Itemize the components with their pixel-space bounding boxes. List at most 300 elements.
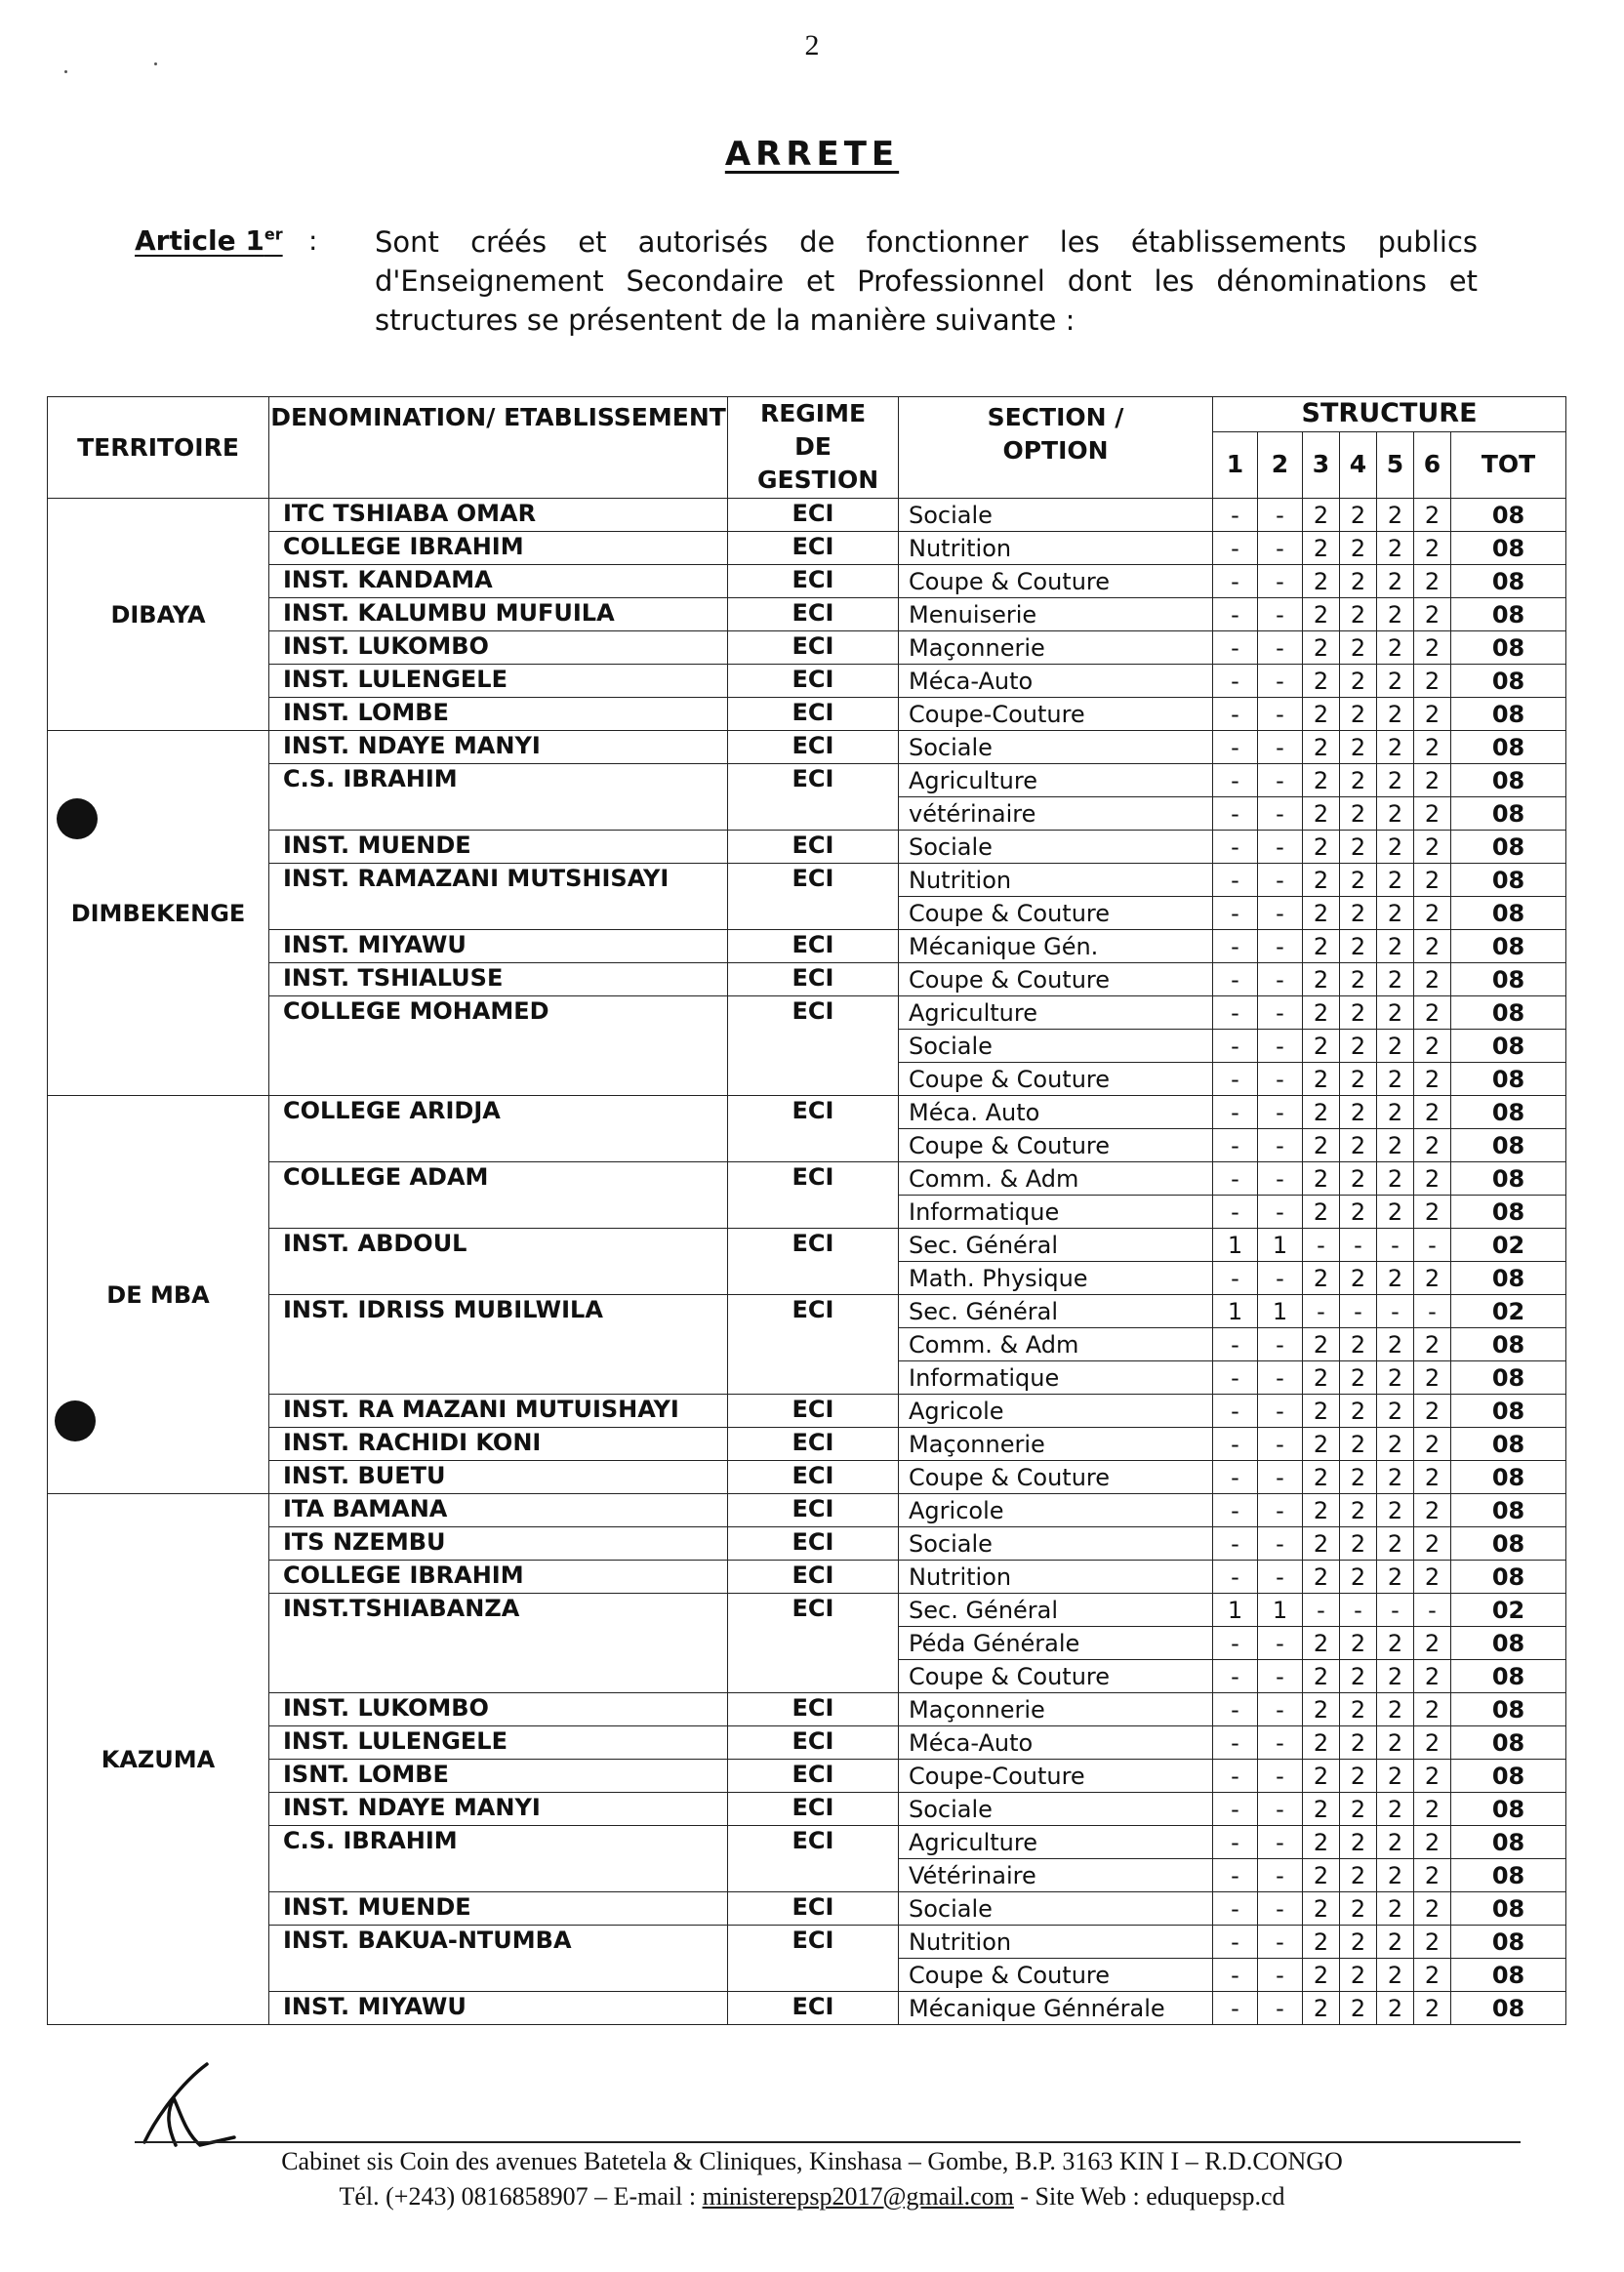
level-6-cell: 2 xyxy=(1414,1760,1451,1793)
document-title xyxy=(0,135,1624,174)
level-4-cell: 2 xyxy=(1340,1262,1377,1295)
level-1-cell: - xyxy=(1213,1627,1258,1660)
level-6-cell: 2 xyxy=(1414,598,1451,631)
footer-contact xyxy=(0,2182,1624,2211)
level-3-cell: 2 xyxy=(1303,1129,1340,1162)
table-row xyxy=(48,864,1566,897)
level-1-cell: - xyxy=(1213,731,1258,764)
section-cell: Coupe-Couture xyxy=(899,1760,1213,1793)
regime-cell: ECI xyxy=(728,499,899,532)
level-4-cell: 2 xyxy=(1340,1693,1377,1726)
establishment-cell: INST. NDAYE MANYI xyxy=(269,731,728,764)
level-6-cell: 2 xyxy=(1414,1428,1451,1461)
regime-cell: ECI xyxy=(728,1428,899,1461)
territory-cell: DIBAYA xyxy=(48,499,269,731)
table-row xyxy=(48,1229,1566,1262)
level-1-cell: - xyxy=(1213,1262,1258,1295)
section-cell: Mécanique Génnérale xyxy=(899,1992,1213,2025)
level-4-cell: 2 xyxy=(1340,698,1377,731)
level-4-cell: 2 xyxy=(1340,665,1377,698)
level-4-cell: 2 xyxy=(1340,532,1377,565)
level-3-cell: 2 xyxy=(1303,565,1340,598)
level-5-cell: 2 xyxy=(1377,797,1414,831)
level-5-cell: 2 xyxy=(1377,1361,1414,1395)
footer-website: - Site Web : eduquepsp.cd xyxy=(1013,2182,1285,2211)
level-1-cell: - xyxy=(1213,1561,1258,1594)
level-5-cell: 2 xyxy=(1377,1561,1414,1594)
level-3-cell: 2 xyxy=(1303,1760,1340,1793)
regime-cell: ECI xyxy=(728,996,899,1096)
total-cell: 02 xyxy=(1451,1295,1566,1328)
level-5-cell: 2 xyxy=(1377,1527,1414,1561)
level-3-cell: 2 xyxy=(1303,897,1340,930)
level-3-cell: 2 xyxy=(1303,1262,1340,1295)
section-cell: Comm. & Adm xyxy=(899,1162,1213,1196)
level-1-cell: - xyxy=(1213,499,1258,532)
level-2-cell: - xyxy=(1258,1561,1303,1594)
total-cell: 08 xyxy=(1451,499,1566,532)
section-cell: Sociale xyxy=(899,1892,1213,1926)
section-cell: Sociale xyxy=(899,499,1213,532)
section-cell: Méca. Auto xyxy=(899,1096,1213,1129)
establishment-cell: INST. LUKOMBO xyxy=(269,631,728,665)
regime-cell: ECI xyxy=(728,963,899,996)
level-5-cell: 2 xyxy=(1377,963,1414,996)
level-6-cell: 2 xyxy=(1414,1361,1451,1395)
level-3-cell: 2 xyxy=(1303,1395,1340,1428)
header-tot: TOT xyxy=(1451,431,1566,498)
establishment-cell: ITS NZEMBU xyxy=(269,1527,728,1561)
total-cell: 08 xyxy=(1451,897,1566,930)
level-5-cell: 2 xyxy=(1377,1859,1414,1892)
level-6-cell: 2 xyxy=(1414,565,1451,598)
establishment-cell: ITA BAMANA xyxy=(269,1494,728,1527)
table-row xyxy=(48,1826,1566,1859)
total-cell: 08 xyxy=(1451,1859,1566,1892)
level-2-cell: - xyxy=(1258,532,1303,565)
section-cell: Coupe & Couture xyxy=(899,1660,1213,1693)
level-4-cell: 2 xyxy=(1340,1959,1377,1992)
level-6-cell: 2 xyxy=(1414,1262,1451,1295)
regime-cell: ECI xyxy=(728,1494,899,1527)
header-level-6: 6 xyxy=(1414,431,1451,498)
section-cell: Math. Physique xyxy=(899,1262,1213,1295)
level-5-cell: 2 xyxy=(1377,1627,1414,1660)
table-row xyxy=(48,731,1566,764)
regime-cell: ECI xyxy=(728,1561,899,1594)
section-cell: Coupe & Couture xyxy=(899,565,1213,598)
level-2-cell: - xyxy=(1258,897,1303,930)
section-cell: Sec. Général xyxy=(899,1594,1213,1627)
header-level-3: 3 xyxy=(1303,431,1340,498)
territory-cell: DE MBA xyxy=(48,1096,269,1494)
establishment-cell: INST. MIYAWU xyxy=(269,930,728,963)
level-5-cell: 2 xyxy=(1377,1892,1414,1926)
section-cell: Agriculture xyxy=(899,1826,1213,1859)
regime-cell: ECI xyxy=(728,631,899,665)
level-4-cell: 2 xyxy=(1340,797,1377,831)
level-1-cell: - xyxy=(1213,1892,1258,1926)
level-1-cell: - xyxy=(1213,1726,1258,1760)
establishment-cell: COLLEGE MOHAMED xyxy=(269,996,728,1096)
level-2-cell: - xyxy=(1258,698,1303,731)
level-1-cell: - xyxy=(1213,996,1258,1030)
establishment-cell: INST. NDAYE MANYI xyxy=(269,1793,728,1826)
establishment-cell: ISNT. LOMBE xyxy=(269,1760,728,1793)
level-4-cell: - xyxy=(1340,1229,1377,1262)
level-6-cell: 2 xyxy=(1414,1959,1451,1992)
level-2-cell: - xyxy=(1258,1196,1303,1229)
level-6-cell: 2 xyxy=(1414,532,1451,565)
table-row xyxy=(48,1395,1566,1428)
level-2-cell: - xyxy=(1258,1859,1303,1892)
level-6-cell: 2 xyxy=(1414,665,1451,698)
level-4-cell: 2 xyxy=(1340,1096,1377,1129)
level-6-cell: - xyxy=(1414,1229,1451,1262)
table-row xyxy=(48,1295,1566,1328)
level-2-cell: - xyxy=(1258,1926,1303,1959)
table-row xyxy=(48,1527,1566,1561)
section-cell: Coupe-Couture xyxy=(899,698,1213,731)
level-2-cell: - xyxy=(1258,1063,1303,1096)
establishment-cell: INST. ABDOUL xyxy=(269,1229,728,1295)
level-3-cell: 2 xyxy=(1303,831,1340,864)
establishment-cell: INST. LULENGELE xyxy=(269,665,728,698)
establishment-cell: INST. LULENGELE xyxy=(269,1726,728,1760)
level-1-cell: - xyxy=(1213,797,1258,831)
regime-cell: ECI xyxy=(728,1926,899,1992)
level-6-cell: 2 xyxy=(1414,764,1451,797)
level-3-cell: 2 xyxy=(1303,1196,1340,1229)
level-4-cell: 2 xyxy=(1340,963,1377,996)
level-6-cell: 2 xyxy=(1414,930,1451,963)
level-2-cell: - xyxy=(1258,1693,1303,1726)
level-4-cell: 2 xyxy=(1340,897,1377,930)
level-2-cell: - xyxy=(1258,1096,1303,1129)
level-6-cell: 2 xyxy=(1414,1693,1451,1726)
level-4-cell: 2 xyxy=(1340,565,1377,598)
total-cell: 08 xyxy=(1451,764,1566,797)
section-cell: Méca-Auto xyxy=(899,1726,1213,1760)
level-3-cell: 2 xyxy=(1303,1793,1340,1826)
total-cell: 08 xyxy=(1451,1328,1566,1361)
level-6-cell: 2 xyxy=(1414,831,1451,864)
total-cell: 08 xyxy=(1451,1395,1566,1428)
table-row xyxy=(48,1726,1566,1760)
level-5-cell: 2 xyxy=(1377,1826,1414,1859)
section-cell: Coupe & Couture xyxy=(899,963,1213,996)
section-cell: Maçonnerie xyxy=(899,1428,1213,1461)
level-5-cell: 2 xyxy=(1377,930,1414,963)
level-4-cell: 2 xyxy=(1340,864,1377,897)
regime-cell: ECI xyxy=(728,1162,899,1229)
total-cell: 08 xyxy=(1451,1262,1566,1295)
level-3-cell: 2 xyxy=(1303,1859,1340,1892)
header-level-4: 4 xyxy=(1340,431,1377,498)
table-row xyxy=(48,1561,1566,1594)
article-label-sup: er xyxy=(264,224,283,244)
establishment-cell: COLLEGE IBRAHIM xyxy=(269,1561,728,1594)
level-4-cell: 2 xyxy=(1340,1859,1377,1892)
level-1-cell: - xyxy=(1213,665,1258,698)
level-2-cell: - xyxy=(1258,1395,1303,1428)
level-3-cell: 2 xyxy=(1303,532,1340,565)
level-3-cell: 2 xyxy=(1303,1693,1340,1726)
total-cell: 08 xyxy=(1451,1660,1566,1693)
level-6-cell: 2 xyxy=(1414,1926,1451,1959)
level-5-cell: 2 xyxy=(1377,897,1414,930)
level-5-cell: 2 xyxy=(1377,864,1414,897)
regime-cell: ECI xyxy=(728,1461,899,1494)
regime-cell: ECI xyxy=(728,1826,899,1892)
level-5-cell: 2 xyxy=(1377,1760,1414,1793)
level-5-cell: - xyxy=(1377,1295,1414,1328)
level-4-cell: 2 xyxy=(1340,499,1377,532)
level-2-cell: - xyxy=(1258,831,1303,864)
level-6-cell: 2 xyxy=(1414,1527,1451,1561)
establishment-cell: COLLEGE ARIDJA xyxy=(269,1096,728,1162)
level-5-cell: 2 xyxy=(1377,1063,1414,1096)
level-6-cell: 2 xyxy=(1414,963,1451,996)
table-row xyxy=(48,1793,1566,1826)
level-5-cell: 2 xyxy=(1377,764,1414,797)
regime-cell: ECI xyxy=(728,1395,899,1428)
establishment-cell: INST.TSHIABANZA xyxy=(269,1594,728,1693)
total-cell: 08 xyxy=(1451,598,1566,631)
regime-cell: ECI xyxy=(728,698,899,731)
level-6-cell: 2 xyxy=(1414,631,1451,665)
level-2-cell: - xyxy=(1258,1428,1303,1461)
level-1-cell: - xyxy=(1213,1859,1258,1892)
total-cell: 08 xyxy=(1451,1793,1566,1826)
level-3-cell: 2 xyxy=(1303,631,1340,665)
establishment-cell: INST. IDRISS MUBILWILA xyxy=(269,1295,728,1395)
level-1-cell: - xyxy=(1213,1030,1258,1063)
level-2-cell: - xyxy=(1258,1793,1303,1826)
section-cell: Maçonnerie xyxy=(899,631,1213,665)
level-3-cell: 2 xyxy=(1303,698,1340,731)
level-4-cell: 2 xyxy=(1340,1063,1377,1096)
level-2-cell: - xyxy=(1258,1030,1303,1063)
section-cell: Agriculture xyxy=(899,764,1213,797)
table-row xyxy=(48,1096,1566,1129)
section-cell: Nutrition xyxy=(899,532,1213,565)
level-6-cell: 2 xyxy=(1414,1892,1451,1926)
level-4-cell: 2 xyxy=(1340,764,1377,797)
level-4-cell: 2 xyxy=(1340,1328,1377,1361)
establishment-cell: INST. RAMAZANI MUTSHISAYI xyxy=(269,864,728,930)
level-3-cell: 2 xyxy=(1303,1494,1340,1527)
level-5-cell: 2 xyxy=(1377,1096,1414,1129)
level-1-cell: - xyxy=(1213,963,1258,996)
table-row xyxy=(48,1892,1566,1926)
level-4-cell: 2 xyxy=(1340,1726,1377,1760)
level-2-cell: - xyxy=(1258,1826,1303,1859)
total-cell: 08 xyxy=(1451,1760,1566,1793)
level-2-cell: - xyxy=(1258,1361,1303,1395)
footer-phone: Tél. (+243) 0816858907 – E-mail : xyxy=(339,2182,703,2211)
total-cell: 08 xyxy=(1451,1129,1566,1162)
level-2-cell: - xyxy=(1258,1660,1303,1693)
header-denomination: DENOMINATION/ ETABLISSEMENT xyxy=(269,397,728,499)
level-5-cell: 2 xyxy=(1377,598,1414,631)
table-row xyxy=(48,1594,1566,1627)
level-2-cell: - xyxy=(1258,1627,1303,1660)
ink-dot xyxy=(55,1400,96,1441)
level-3-cell: 2 xyxy=(1303,864,1340,897)
total-cell: 08 xyxy=(1451,731,1566,764)
level-6-cell: 2 xyxy=(1414,1494,1451,1527)
level-2-cell: - xyxy=(1258,665,1303,698)
level-3-cell: 2 xyxy=(1303,1527,1340,1561)
level-5-cell: 2 xyxy=(1377,996,1414,1030)
level-4-cell: - xyxy=(1340,1594,1377,1627)
section-cell: Sec. Général xyxy=(899,1229,1213,1262)
section-cell: Sociale xyxy=(899,831,1213,864)
establishment-cell: INST. KALUMBU MUFUILA xyxy=(269,598,728,631)
level-2-cell: - xyxy=(1258,1129,1303,1162)
level-1-cell: - xyxy=(1213,1660,1258,1693)
table-row xyxy=(48,1494,1566,1527)
regime-cell: ECI xyxy=(728,1229,899,1295)
level-2-cell: - xyxy=(1258,631,1303,665)
establishment-cell: INST. MUENDE xyxy=(269,1892,728,1926)
level-6-cell: 2 xyxy=(1414,1328,1451,1361)
establishment-cell: ITC TSHIABA OMAR xyxy=(269,499,728,532)
level-4-cell: 2 xyxy=(1340,598,1377,631)
level-1-cell: - xyxy=(1213,764,1258,797)
level-2-cell: - xyxy=(1258,764,1303,797)
level-1-cell: - xyxy=(1213,1959,1258,1992)
establishment-cell: INST. MIYAWU xyxy=(269,1992,728,2025)
level-1-cell: - xyxy=(1213,1760,1258,1793)
level-6-cell: 2 xyxy=(1414,1162,1451,1196)
table-row xyxy=(48,1162,1566,1196)
level-3-cell: 2 xyxy=(1303,1030,1340,1063)
section-cell: Péda Générale xyxy=(899,1627,1213,1660)
level-2-cell: - xyxy=(1258,1760,1303,1793)
total-cell: 08 xyxy=(1451,1494,1566,1527)
level-3-cell: - xyxy=(1303,1229,1340,1262)
level-3-cell: 2 xyxy=(1303,930,1340,963)
total-cell: 08 xyxy=(1451,1162,1566,1196)
regime-cell: ECI xyxy=(728,1693,899,1726)
level-6-cell: 2 xyxy=(1414,864,1451,897)
level-3-cell: 2 xyxy=(1303,1328,1340,1361)
footer-rule xyxy=(135,2141,1521,2143)
establishment-cell: INST. BUETU xyxy=(269,1461,728,1494)
total-cell: 08 xyxy=(1451,1926,1566,1959)
total-cell: 08 xyxy=(1451,1030,1566,1063)
level-5-cell: 2 xyxy=(1377,499,1414,532)
level-3-cell: 2 xyxy=(1303,1892,1340,1926)
level-1-cell: - xyxy=(1213,1395,1258,1428)
level-6-cell: 2 xyxy=(1414,1030,1451,1063)
table-row xyxy=(48,565,1566,598)
level-3-cell: 2 xyxy=(1303,499,1340,532)
total-cell: 08 xyxy=(1451,930,1566,963)
level-2-cell: - xyxy=(1258,1527,1303,1561)
level-4-cell: 2 xyxy=(1340,1892,1377,1926)
level-1-cell: - xyxy=(1213,897,1258,930)
regime-cell: ECI xyxy=(728,930,899,963)
regime-cell: ECI xyxy=(728,1992,899,2025)
level-1-cell: - xyxy=(1213,864,1258,897)
establishment-cell: C.S. IBRAHIM xyxy=(269,764,728,831)
level-5-cell: 2 xyxy=(1377,1196,1414,1229)
regime-cell: ECI xyxy=(728,1892,899,1926)
regime-cell: ECI xyxy=(728,1594,899,1693)
level-5-cell: - xyxy=(1377,1229,1414,1262)
level-5-cell: 2 xyxy=(1377,565,1414,598)
level-4-cell: 2 xyxy=(1340,1826,1377,1859)
establishments-table xyxy=(47,396,1566,2025)
header-structure: STRUCTURE xyxy=(1213,397,1566,432)
level-1-cell: - xyxy=(1213,1461,1258,1494)
level-2-cell: - xyxy=(1258,930,1303,963)
total-cell: 08 xyxy=(1451,532,1566,565)
table-row xyxy=(48,1428,1566,1461)
level-2-cell: - xyxy=(1258,864,1303,897)
level-1-cell: - xyxy=(1213,1693,1258,1726)
table-row xyxy=(48,831,1566,864)
level-1-cell: - xyxy=(1213,598,1258,631)
level-4-cell: 2 xyxy=(1340,1461,1377,1494)
level-2-cell: - xyxy=(1258,1892,1303,1926)
level-1-cell: - xyxy=(1213,1196,1258,1229)
level-2-cell: 1 xyxy=(1258,1594,1303,1627)
level-1-cell: - xyxy=(1213,1826,1258,1859)
level-5-cell: 2 xyxy=(1377,698,1414,731)
regime-cell: ECI xyxy=(728,1527,899,1561)
level-6-cell: 2 xyxy=(1414,1096,1451,1129)
level-4-cell: 2 xyxy=(1340,1793,1377,1826)
section-cell: Coupe & Couture xyxy=(899,1959,1213,1992)
level-2-cell: - xyxy=(1258,797,1303,831)
level-3-cell: - xyxy=(1303,1594,1340,1627)
level-5-cell: 2 xyxy=(1377,1030,1414,1063)
level-2-cell: - xyxy=(1258,996,1303,1030)
level-6-cell: 2 xyxy=(1414,698,1451,731)
level-3-cell: 2 xyxy=(1303,731,1340,764)
level-5-cell: 2 xyxy=(1377,1926,1414,1959)
article-label xyxy=(135,224,283,257)
establishment-cell: INST. RA MAZANI MUTUISHAYI xyxy=(269,1395,728,1428)
table-row xyxy=(48,598,1566,631)
level-4-cell: 2 xyxy=(1340,1561,1377,1594)
footer-email-link[interactable]: ministerepsp2017@gmail.com xyxy=(702,2182,1014,2211)
level-1-cell: - xyxy=(1213,1162,1258,1196)
level-5-cell: 2 xyxy=(1377,1262,1414,1295)
total-cell: 08 xyxy=(1451,1527,1566,1561)
total-cell: 08 xyxy=(1451,565,1566,598)
level-4-cell: 2 xyxy=(1340,1196,1377,1229)
level-4-cell: 2 xyxy=(1340,1627,1377,1660)
footer-address: Cabinet sis Coin des avenues Batetela & Cliniques, Kinshasa – Gombe, B.P. 3163 KIN I – R.D.CONGO xyxy=(281,2147,1343,2175)
level-5-cell: 2 xyxy=(1377,1129,1414,1162)
table-row xyxy=(48,930,1566,963)
document-title-text: ARRETE xyxy=(724,135,900,174)
header-regime: REGIME DE GESTION xyxy=(728,397,899,499)
header-level-1: 1 xyxy=(1213,431,1258,498)
level-6-cell: 2 xyxy=(1414,1793,1451,1826)
level-6-cell: 2 xyxy=(1414,797,1451,831)
establishment-cell: INST. BAKUA-NTUMBA xyxy=(269,1926,728,1992)
level-6-cell: 2 xyxy=(1414,1726,1451,1760)
section-cell: Nutrition xyxy=(899,864,1213,897)
level-3-cell: 2 xyxy=(1303,1726,1340,1760)
section-cell: vétérinaire xyxy=(899,797,1213,831)
